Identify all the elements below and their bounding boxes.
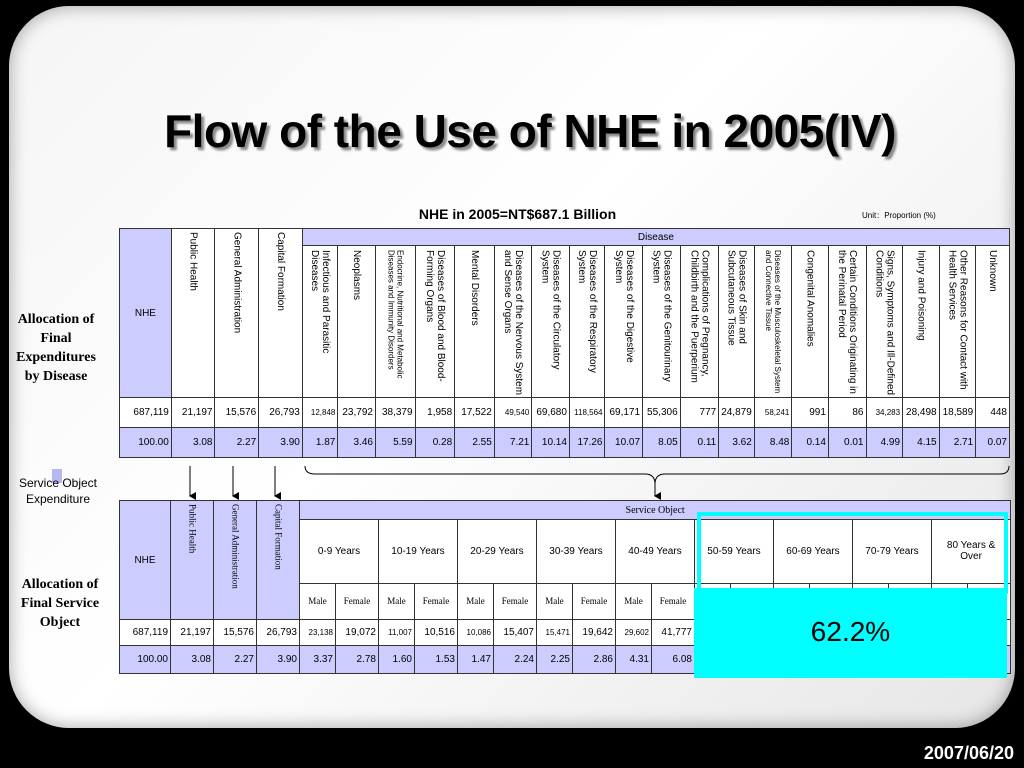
general-admin-header: General Administration (215, 229, 259, 398)
percent-cell: 1.53 (415, 646, 458, 674)
amount-cell: 687,119 (120, 620, 171, 646)
disease-header: Diseases of Skin and Subcutaneous Tissue (719, 246, 755, 398)
percent-cell: 0.01 (828, 428, 866, 458)
amount-cell: 86 (828, 398, 866, 428)
male-header: Male (300, 583, 336, 619)
percent-cell: 5.59 (375, 428, 415, 458)
nhe-header: NHE (120, 229, 172, 398)
percent-cell: 8.05 (643, 428, 681, 458)
disease-header: Unknown (976, 246, 1010, 398)
percent-cell: 2.86 (573, 646, 616, 674)
age-group-header: 30-39 Years (537, 520, 616, 584)
female-header: Female (652, 583, 695, 619)
amount-cell: 448 (976, 398, 1010, 428)
percent-cell: 10.07 (605, 428, 643, 458)
amount-cell: 34,283 (866, 398, 903, 428)
disease-header: Signs, Symptoms and Ill-Defined Conditions (866, 246, 903, 398)
highlight-percent: 62.2% (810, 616, 891, 647)
percent-cell: 2.27 (214, 646, 257, 674)
percent-cell: 3.62 (719, 428, 755, 458)
percent-cell: 3.46 (338, 428, 376, 458)
disease-header: Endocrine, Nutritional and Metabolic Diseases and Immunity Disorders (375, 246, 415, 398)
disease-header: Infectious and Parasitic Diseases (302, 246, 338, 398)
male-header: Male (616, 583, 652, 619)
percent-cell: 4.31 (616, 646, 652, 674)
amount-cell: 17,522 (455, 398, 495, 428)
service-object-header: Service Object (300, 501, 1011, 520)
male-header: Male (379, 583, 415, 619)
percent-cell: 0.14 (792, 428, 829, 458)
percent-cell: 2.55 (455, 428, 495, 458)
age-group-header: 0-9 Years (300, 520, 379, 584)
amount-cell: 19,072 (336, 620, 379, 646)
percent-cell: 1.47 (458, 646, 494, 674)
percent-cell: 8.48 (754, 428, 792, 458)
amount-cell: 10,086 (458, 620, 494, 646)
amount-cell: 1,958 (415, 398, 455, 428)
amount-cell: 69,171 (605, 398, 643, 428)
amount-cell: 991 (792, 398, 829, 428)
percent-cell: 0.28 (415, 428, 455, 458)
female-header: Female (573, 583, 616, 619)
male-header: Male (458, 583, 494, 619)
amount-cell: 18,589 (939, 398, 976, 428)
slide-title: Flow of the Use of NHE in 2005(IV) (164, 105, 896, 157)
disease-header: Neoplasms (338, 246, 376, 398)
disease-header: Diseases of the Musculoskeletal System and Connective Tissue (754, 246, 792, 398)
percent-cell: 2.27 (215, 428, 259, 458)
percent-cell: 4.15 (903, 428, 940, 458)
amount-cell: 23,138 (300, 620, 336, 646)
alloc-disease-label: Allocation of Final Expenditures by Disease (16, 312, 96, 384)
disease-header: Other Reasons for Contact with Health Services (939, 246, 976, 398)
percent-cell: 2.71 (939, 428, 976, 458)
percent-cell: 1.87 (302, 428, 338, 458)
female-header: Female (494, 583, 537, 619)
disease-header: Diseases of the Circulatory System (532, 246, 570, 398)
percent-cell: 100.00 (120, 428, 172, 458)
amount-cell: 23,792 (338, 398, 376, 428)
percent-cell: 3.90 (259, 428, 303, 458)
age-group-header: 70-79 Years (853, 520, 932, 584)
amount-cell: 26,793 (259, 398, 303, 428)
amount-cell: 69,680 (532, 398, 570, 428)
disease-header: Congenital Anomalies (792, 246, 829, 398)
amount-cell: 26,793 (257, 620, 300, 646)
slide-date: 2007/06/20 (923, 743, 1014, 763)
disease-group-header: Disease (302, 229, 1009, 246)
amount-cell: 55,306 (643, 398, 681, 428)
amount-cell: 24,879 (719, 398, 755, 428)
amount-cell: 49,540 (494, 398, 532, 428)
amount-cell: 15,576 (214, 620, 257, 646)
percent-cell: 0.11 (680, 428, 719, 458)
percent-cell: 4.99 (866, 428, 903, 458)
amount-cell: 21,197 (171, 620, 214, 646)
percent-cell: 2.24 (494, 646, 537, 674)
amount-cell: 687,119 (120, 398, 172, 428)
age-group-header: 40-49 Years (616, 520, 695, 584)
percent-cell: 3.90 (257, 646, 300, 674)
percent-cell: 3.37 (300, 646, 336, 674)
amount-cell: 58,241 (754, 398, 792, 428)
capital-formation-header: Capital Formation (257, 501, 300, 620)
percent-cell: 3.08 (171, 646, 214, 674)
percent-cell: 7.21 (494, 428, 532, 458)
female-header: Female (415, 583, 458, 619)
amount-cell: 28,498 (903, 398, 940, 428)
alloc-service-label: Allocation of Final Service Object (20, 577, 100, 630)
amount-cell: 11,007 (379, 620, 415, 646)
age-group-header: 50-59 Years (695, 520, 774, 584)
amount-cell: 38,379 (375, 398, 415, 428)
amount-cell: 12,848 (302, 398, 338, 428)
public-health-header: Public Health (171, 501, 214, 620)
service-expenditure-label: Service Object Expenditure (18, 476, 98, 506)
percent-cell: 10.14 (532, 428, 570, 458)
amount-cell: 777 (680, 398, 719, 428)
capital-formation-header: Capital Formation (259, 229, 303, 398)
percent-cell: 2.25 (537, 646, 573, 674)
amount-cell: 15,471 (537, 620, 573, 646)
amount-cell: 21,197 (171, 398, 215, 428)
unit-note: Unit：Proportion (%) (862, 211, 936, 220)
percent-cell: 0.07 (976, 428, 1010, 458)
female-header: Female (336, 583, 379, 619)
percent-cell: 2.78 (336, 646, 379, 674)
disease-header: Diseases of the Nervous System and Sense Organs (494, 246, 532, 398)
disease-header: Diseases of Blood and Blood-Forming Organs (415, 246, 455, 398)
disease-table (119, 228, 1010, 458)
disease-header: Mental Disorders (455, 246, 495, 398)
disease-header: Certain Conditions Originating in the Perinatal Period (828, 246, 866, 398)
amount-cell: 15,407 (494, 620, 537, 646)
percent-cell: 3.08 (171, 428, 215, 458)
percent-cell: 100.00 (120, 646, 171, 674)
disease-header: Diseases of the Digestive System (605, 246, 643, 398)
disease-header: Injury and Poisoning (903, 246, 940, 398)
amount-cell: 15,576 (215, 398, 259, 428)
nhe-header: NHE (120, 501, 171, 620)
public-health-header: Public Health (171, 229, 215, 398)
male-header: Male (537, 583, 573, 619)
disease-header: Diseases of the Respiratory System (569, 246, 605, 398)
general-admin-header: General Administration (214, 501, 257, 620)
age-group-header: 10-19 Years (379, 520, 458, 584)
age-group-header: 60-69 Years (774, 520, 853, 584)
table-subtitle: NHE in 2005=NT$687.1 Billion (418, 206, 617, 222)
amount-cell: 19,642 (573, 620, 616, 646)
disease-header: Complications of Pregnancy, Childbirth and the Puerperium (680, 246, 719, 398)
amount-cell: 41,777 (652, 620, 695, 646)
percent-cell: 6.08 (652, 646, 695, 674)
percent-cell: 1.60 (379, 646, 415, 674)
age-group-header: 20-29 Years (458, 520, 537, 584)
amount-cell: 10,516 (415, 620, 458, 646)
amount-cell: 29,602 (616, 620, 652, 646)
disease-header: Diseases of the Genitourinary System (643, 246, 681, 398)
percent-cell: 17.26 (569, 428, 605, 458)
highlight-frame (697, 512, 1008, 594)
amount-cell: 118,564 (569, 398, 605, 428)
age-group-header: 80 Years & Over (932, 520, 1011, 584)
